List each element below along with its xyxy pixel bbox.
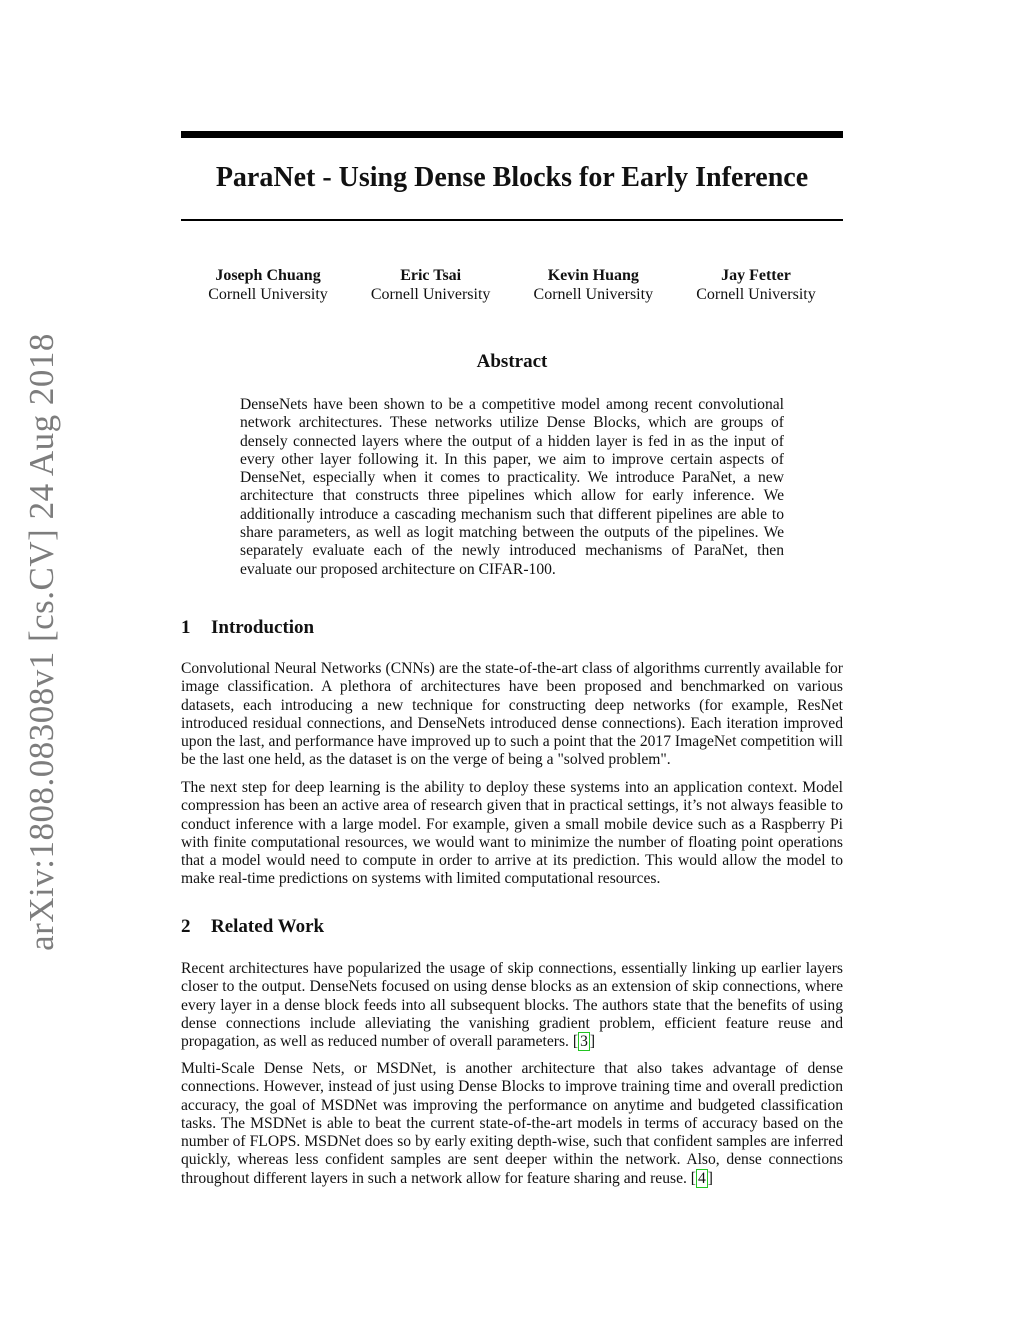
paper-title: ParaNet - Using Dense Blocks for Early Inference [215, 162, 809, 193]
title-rule-bottom [181, 219, 843, 221]
section-heading-related-work [181, 916, 324, 938]
paragraph-text: Recent architectures have popularized the usage of skip connections, essentially linking up earlier layers closer to the output. DenseNets focused on using dense blocks as an extension of skip connections, where every layer in a dense block feeds into all subsequent blocks. The authors state that the benefits of using dense connections include alleviating the vanishing gradient problem, efficient feature reuse and propagation, as well as reduced number of overall parameters. [181, 960, 843, 1051]
author-affiliation: Cornell University [533, 286, 654, 303]
author-name: Joseph Chuang [215, 267, 321, 284]
author-name: Kevin Huang [547, 267, 639, 284]
author-affiliation: Cornell University [370, 286, 491, 303]
citation-link[interactable]: 4 [698, 1169, 706, 1187]
author-affiliation: Cornell University [208, 286, 328, 303]
section-heading-introduction [181, 617, 314, 639]
author-block [676, 266, 836, 304]
citation-link[interactable]: 3 [580, 1033, 588, 1051]
section-number: 2 [181, 916, 191, 937]
author-name: Jay Fetter [721, 267, 791, 284]
paragraph-text: Multi-Scale Dense Nets, or MSDNet, is another architecture that also takes advantage of dense connections. However, instead of just using Dense Blocks to improve training time and overall prediction accuracy, the goal of MSDNet was improving the performance on anytime and budgeted classification tasks. The MSDNet is able to beat the current state-of-the-art models in terms of accuracy based on the number of FLOPS. MSDNet does so by early exiting depth-wise, such that confident samples are inferred quickly, whereas less confident samples are sent deeper within the network. Also, dense connections throughout different layers in such a network allow for feature sharing and reuse. [181, 1060, 843, 1187]
title-rule-top [181, 131, 843, 138]
abstract-text: DenseNets have been shown to be a competitive model among recent convolutional network architectures. These networks utilize Dense Blocks, which are groups of densely connected layers where the output of a hidden layer is fed in as the input of every other layer following it. In this paper, we aim to improve certain aspects of DenseNet, especially when it comes to practicality. We introduce ParaNet, a new architecture that constructs three pipelines which allow for early inference. We additionally introduce a cascading mechanism such that different pipelines are able to share parameters, as well as logit matching between the outputs of the pipelines. We separately evaluate each of the newly introduced mechanisms of ParaNet, then evaluate our proposed architecture on CIFAR-100. [240, 396, 784, 578]
author-block [351, 266, 511, 304]
arxiv-identifier: arXiv:1808.08308v1 [cs.CV] 24 Aug 2018 [22, 333, 61, 951]
related-paragraph-2: Multi-Scale Dense Nets, or MSDNet, is another architecture that also takes advantage of dense connections. However, instead of just using Dense Blocks to improve training time and overall prediction accuracy, the goal of MSDNet was improving the performance on anytime and budgeted classification tasks. The MSDNet is able to beat the current state-of-the-art models in terms of accuracy based on the number of FLOPS. MSDNet does so by early exiting depth-wise, such that confident samples are inferred quickly, whereas less confident samples are sent deeper within the network. Also, dense connections throughout different layers in such a network allow for feature sharing and reuse. [ 4 ] [181, 1060, 843, 1187]
author-name: Eric Tsai [400, 267, 462, 284]
author-block [188, 266, 348, 304]
author-affiliation: Cornell University [696, 286, 816, 303]
section-number: 1 [181, 617, 191, 638]
author-list [188, 266, 836, 304]
abstract-heading: Abstract [476, 351, 548, 372]
author-block [513, 266, 673, 304]
section-title: Related Work [211, 916, 325, 937]
section-title: Introduction [211, 617, 315, 638]
intro-paragraph-1: Convolutional Neural Networks (CNNs) are the state-of-the-art class of algorithms currently available for image classification. A plethora of architectures have been proposed and benchmarked on various datasets, each introducing a new technique for constructing deep networks (for example, ResNet introduced residual connections, and DenseNets introduced dense connections). Each iteration improved upon the last, and performance have improved up to such a point that the 2017 ImageNet competition will be the last one held, as the dataset is on the verge of being a "solved problem". [181, 660, 843, 769]
related-paragraph-1: Recent architectures have popularized the usage of skip connections, essentially linking up earlier layers closer to the output. DenseNets focused on using dense blocks as an extension of skip connections, where every layer in a dense block feeds into all subsequent blocks. The authors state that the benefits of using dense connections include alleviating the vanishing gradient problem, efficient feature reuse and propagation, as well as reduced number of overall parameters. [ 3 ] [181, 960, 843, 1051]
intro-paragraph-2: The next step for deep learning is the ability to deploy these systems into an application context. Model compression has been an active area of research given that in practical settings, it’s not always feasible to conduct inference with a large model. For example, given a small mobile device such as a Raspberry Pi with finite computational resources, we would want to minimize the number of floating point operations that a model would need to compute in order to arrive at its prediction. This would allow the model to make real-time predictions on systems with limited computational resources. [181, 779, 843, 888]
